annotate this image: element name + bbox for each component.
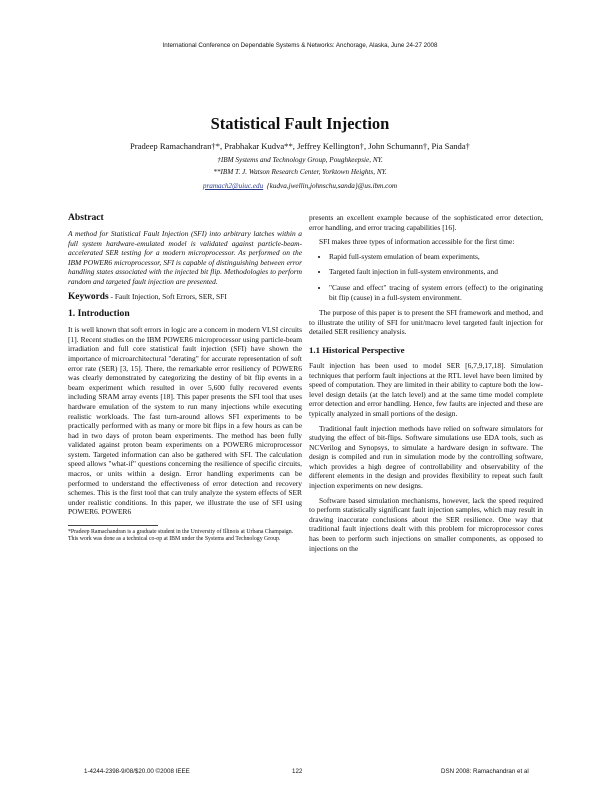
list-item: • Targeted fault injection in full-system environments, and [329, 267, 543, 277]
author-list: Pradeep Ramachandran†*, Prabhakar Kudva**, Jeffrey Kellington†, John Schumann†, Pia Sanda† [130, 141, 470, 151]
history-paragraph: Software based simulation mechanisms, however, lack the speed required to perform statistically significant fault injection samples, which may result in drawing inaccurate conclusions about the SER resilience. One way that traditional fault injections dealt with this problem for microprocessor cores has been to perform such injections on smaller components, as opposed to injections on the [309, 495, 543, 553]
introduction-heading: 1. Introduction [68, 308, 130, 320]
sfi-intro-paragraph: SFI makes three types of information accessible for the first time: [319, 237, 515, 247]
footer-dsn: DSN 2008: Ramachandran et al [441, 768, 529, 775]
author-emails [0, 182, 600, 190]
paper-title: Statistical Fault Injection [210, 114, 390, 133]
keywords [68, 292, 302, 303]
affiliation-ibm-stg: †IBM Systems and Technology Group, Poughkeepsie, NY. [217, 156, 383, 164]
email-group: {kudva,jwellin,johnschu,sanda}@us.ibm.com [266, 182, 398, 190]
sfi-bullet-list [309, 252, 543, 302]
list-item: • "Cause and effect" tracing of system errors (effect) to the originating bit flip (cause) in a full-system environment. [329, 283, 543, 302]
keywords-text: - Fault Injection, Soft Errors, SER, SFI [108, 291, 227, 301]
purpose-paragraph: The purpose of this paper is to present the SFI framework and method, and to illustrate the utility of SFI for unit/macro level targeted fault injection for detailed SER resiliency analysis. [309, 308, 543, 337]
abstract-text: A method for Statistical Fault Injection (SFI) into arbitrary latches within a full system hardware-emulated model is validated against particle-beam-accelerated SER testing for a modern microprocessor. As performed on the IBM POWER6 microprocessor, SFI is capable of distinguishing between error handling states associated with the injected bit flip. Methodologies to perform random and targeted fault injection are presented. [68, 229, 302, 286]
history-paragraph: Fault injection has been used to model SER [6,7,9,17,18]. Simulation techniques that perform fault injections at the RTL level have been limited by speed of computation. They are limited in their ability to capture both the low-level design details (at the latch level) and at the same time model complete error detection and error handling. Hence, few faults are injected and these are typically analyzed in small portions of the design. [309, 360, 543, 418]
abstract-heading: Abstract [68, 212, 104, 223]
history-paragraph: Traditional fault injection methods have relied on software simulators for studying the effect of bit-flips. Software simulations use EDA tools, such as NCVerilog and Synopsys, to simulate a hardware design in software. The design is compiled and run in simulation mode by the controlling software, which provides a high degree of controllability and observability of the different elements in the design and provides flexibility to repeat such fault injection experiments on new designs. [309, 423, 543, 491]
conference-header: International Conference on Dependable Systems & Networks: Anchorage, Alaska, June 24-27 2008 [162, 42, 438, 49]
page-number: 122 [292, 768, 303, 775]
introduction-paragraph: It is well known that soft errors in logic are a concern in modern VLSI circuits [1]. Recent studies on the IBM POWER6 microprocessor using particle-beam irradiation and full core statistical fault injection (SFI) have shown the importance of microarchitectural "derating" for accurate representation of soft error rate (SER) [3, 15]. There, the remarkable error resiliency of POWER6 was clearly demonstrated by categorizing the destiny of bit flip events in a beam experiment which resulted in over 5,600 fully recovered events including SRAM array events [18]. This paper presents the SFI tool that uses hardware emulation of the system to run many injections while executing realistic workloads. The fast turn-around allows SFI experiments to be practically performed with as many or more bit flips in a few hours as can be had in two days of proton beam experiments. The method has been fully validated against proton beam experiments on a POWER6 microprocessor system. Targeted information can also be gathered with SFI. The calculation speed allows "what-if" questions concerning the resilience of specific circuits, macros, or units within a design. Error handling experiments can be performed to understand the effectiveness of error detection and recovery schemes. This is the first tool that can truly analyze the system effects of SER under realistic conditions. In this paper, we illustrate the use of SFI using POWER6. POWER6 [68, 325, 302, 517]
historical-perspective-heading: 1.1 Historical Perspective [309, 344, 405, 355]
left-column [68, 206, 302, 543]
right-column [309, 213, 543, 558]
email-link[interactable]: pramach2@uiuc.edu [202, 182, 264, 190]
affiliation-ibm-research: **IBM T. J. Watson Research Center, Yorktown Heights, NY. [213, 168, 387, 176]
footnote-text: *Pradeep Ramachandran is a graduate student in the University of Illinois at Urbana Champaign. This work was done as a technical co-op at IBM under the Systems and Technology Group. [68, 529, 294, 543]
keywords-heading: Keywords [68, 291, 109, 302]
footnote-rule [68, 525, 158, 526]
list-item: • Rapid full-system emulation of beam experiments, [329, 252, 543, 262]
footer-isbn: 1-4244-2398-9/08/$20.00 ©2008 IEEE [84, 768, 190, 775]
continued-paragraph: presents an excellent example because of the sophisticated error detection, error handling, and error tracing capabilities [16]. [309, 213, 543, 232]
